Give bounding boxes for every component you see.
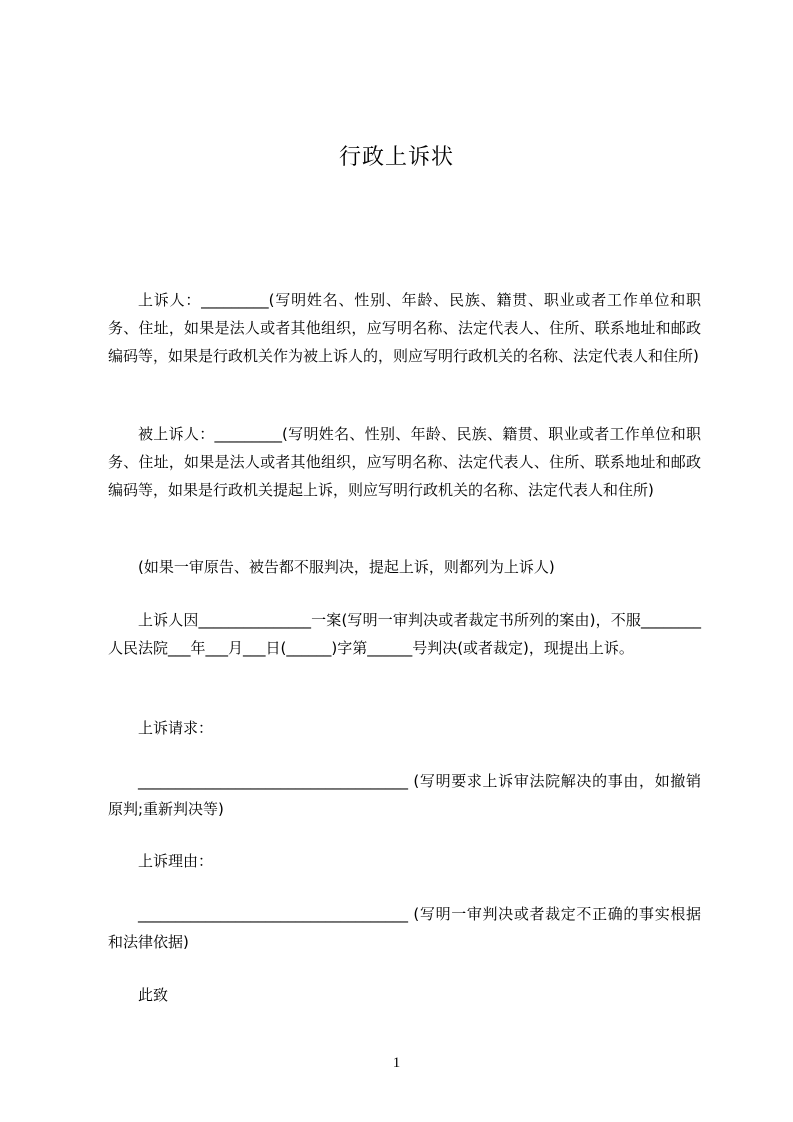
appeal-reason-body: ____________________________________ (写明一审判决或者裁定不正确的事实根据和法律依据) (108, 905, 701, 951)
closing-salutation: 此致 (138, 986, 169, 1004)
appellee-paragraph: 被上诉人：_________(写明姓名、性别、年龄、民族、籍贯、职业或者工作单位和职务、住址，如果是法人或者其他组织，应写明名称、法定代表人、住所、联系地址和邮政编码等，如果是行政机关提起上诉，则应写明行政机关的名称、法定代表人和住所) (108, 425, 701, 499)
appeal-request-heading: 上诉请求： (138, 719, 214, 737)
page-number: 1 (392, 1055, 401, 1071)
both-appeal-note: (如果一审原告、被告都不服判决，提起上诉，则都列为上诉人) (138, 558, 555, 576)
appellant-paragraph: 上诉人：_________(写明姓名、性别、年龄、民族、籍贯、职业或者工作单位和职务、住址，如果是法人或者其他组织，应写明名称、法定代表人、住所、联系地址和邮政编码等，如果是行政机关作为被上诉人的，则应写明行政机关的名称、法定代表人和住所) (108, 291, 701, 365)
appeal-statement-paragraph: 上诉人因_______________一案(写明一审判决或者裁定书所列的案由)，不服________人民法院___年___月___日(______)字第______号判决(或者裁定)，现提出上诉。 (108, 611, 701, 657)
appeal-request-body: ____________________________________ (写明要求上诉审法院解决的事由，如撤销原判;重新判决等) (108, 772, 701, 818)
appeal-reason-heading: 上诉理由： (138, 852, 214, 870)
document-title: 行政上诉状 (338, 145, 454, 170)
